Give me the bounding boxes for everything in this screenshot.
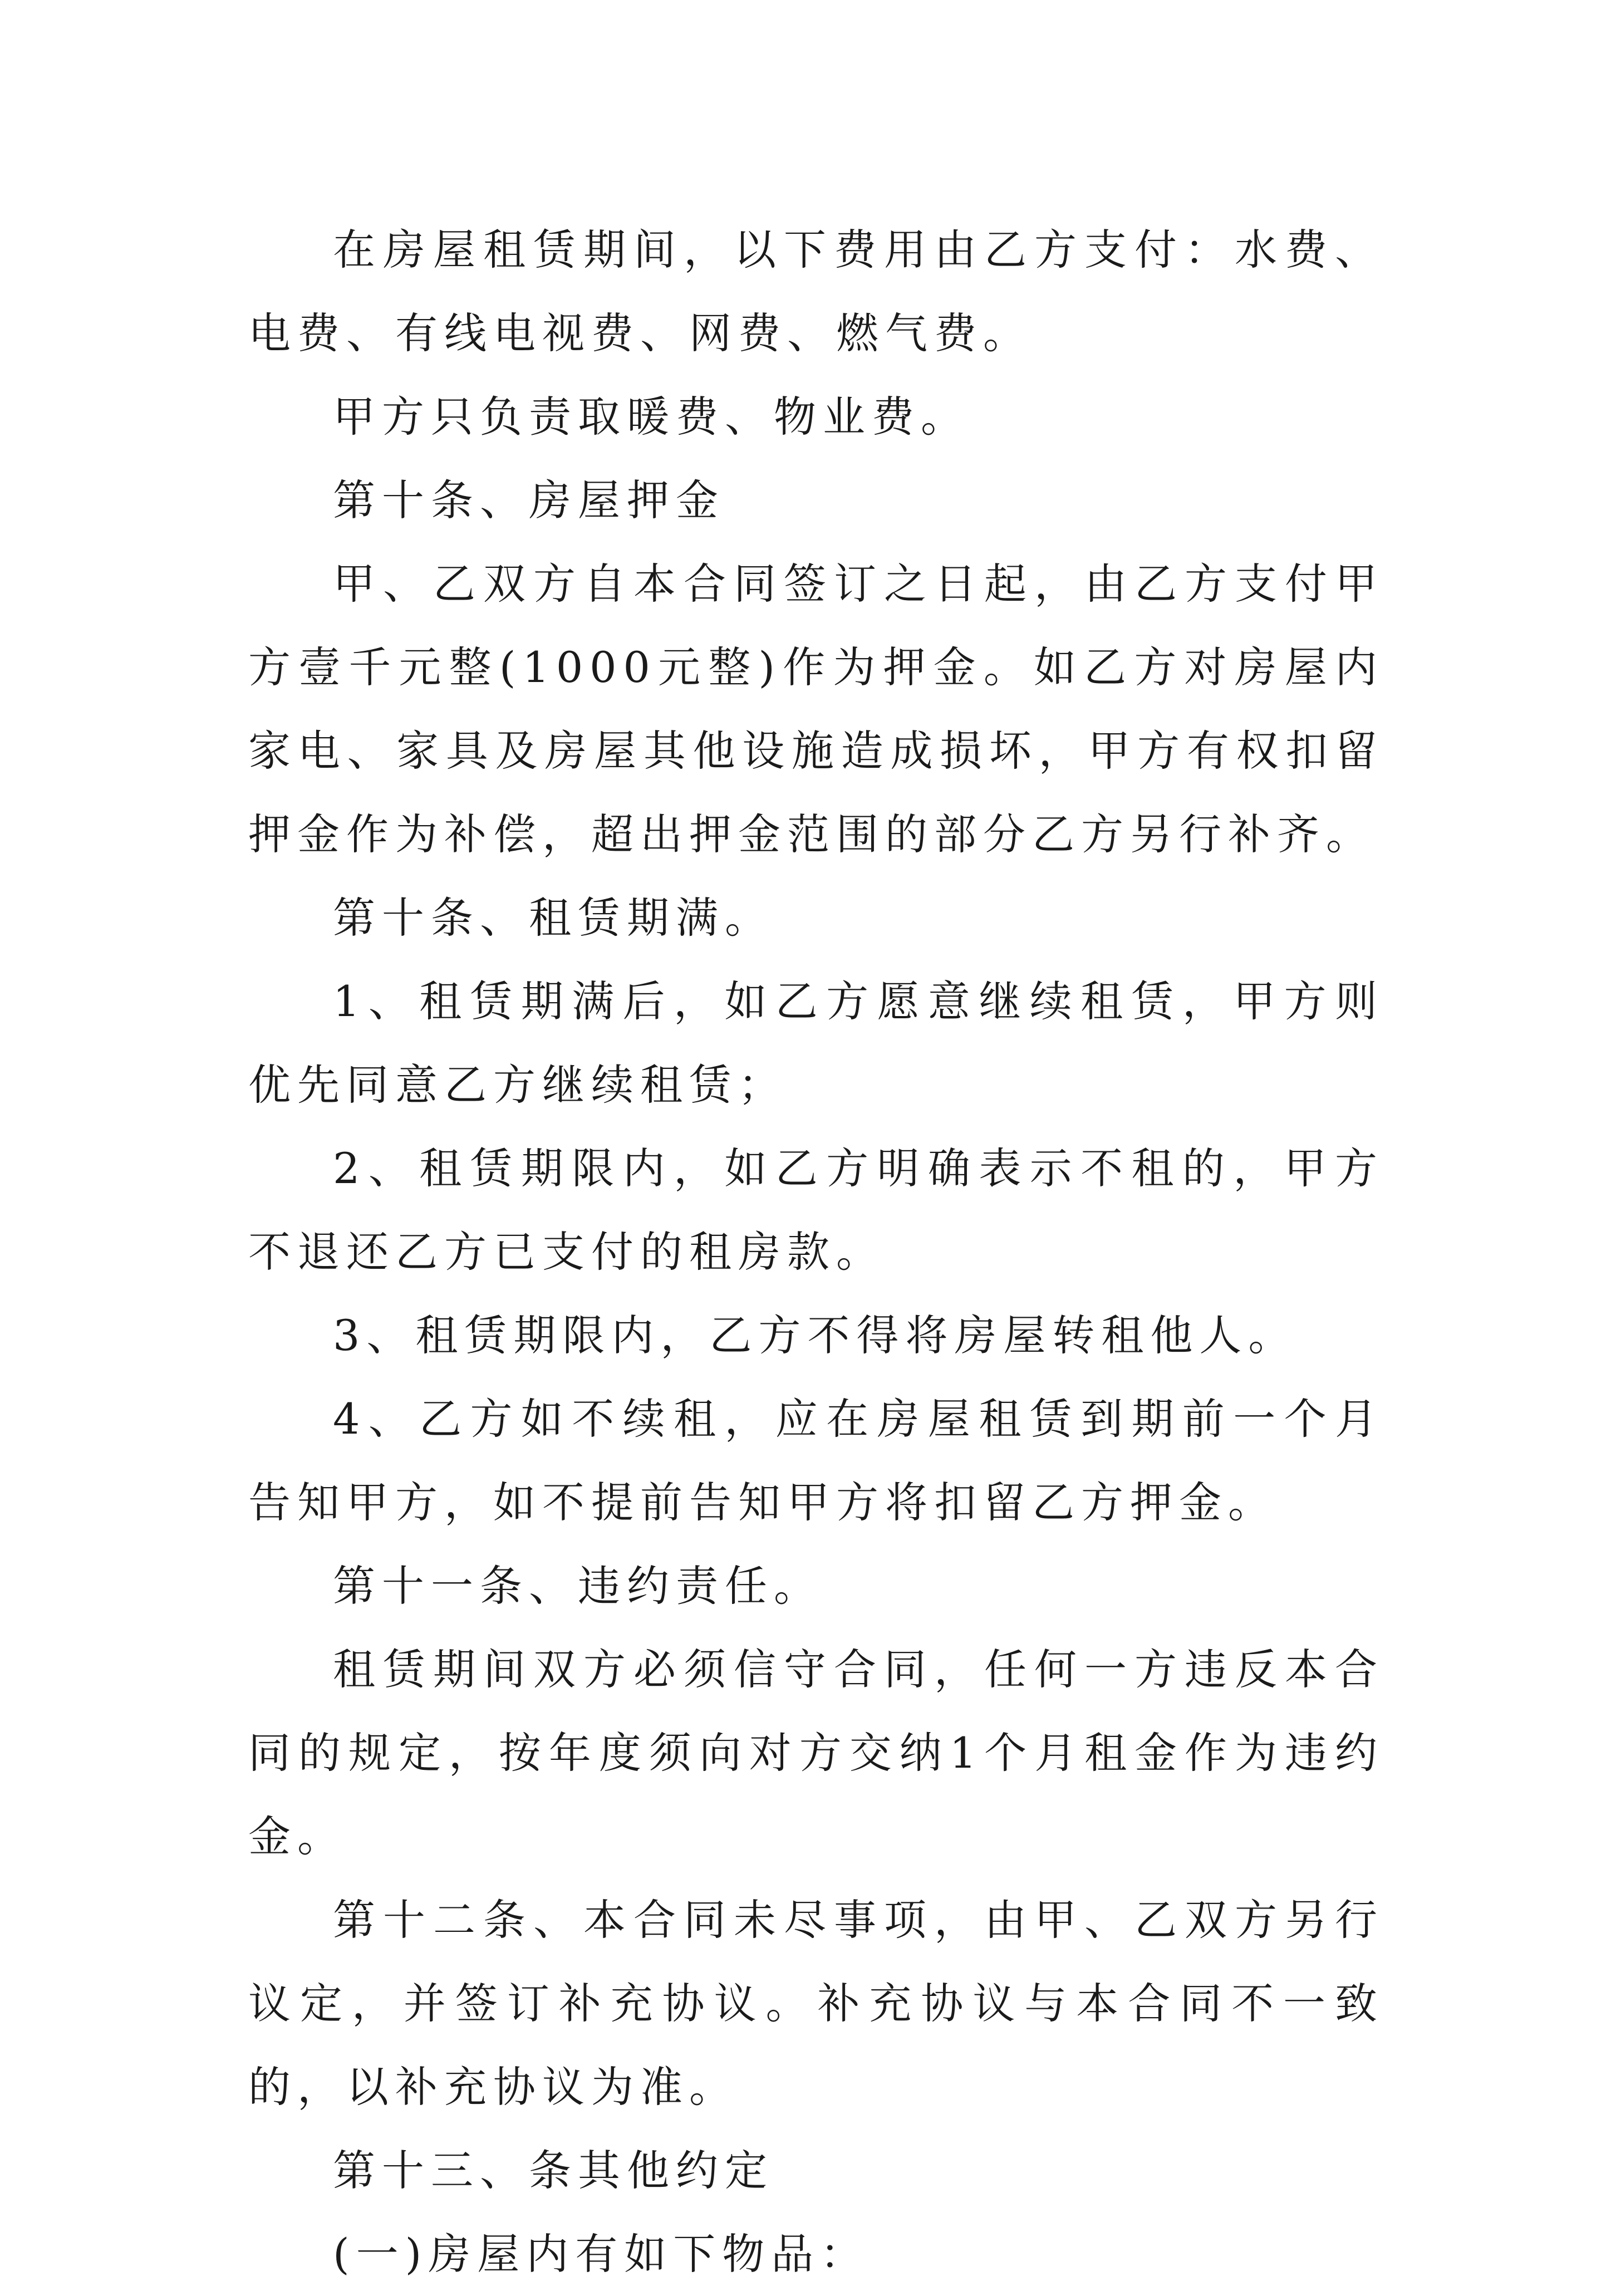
document-body [248,208,1384,2296]
list-item-renewal-notice: 4、乙方如不续租，应在房屋租赁到期前一个月告知甲方，如不提前告知甲方将扣留乙方押金。 [248,1394,1384,1527]
article-heading-deposit: 第十条、房屋押金 [333,475,725,525]
paragraph-breach-penalty: 租赁期间双方必须信守合同，任何一方违反本合同的规定，按年度须向对方交纳1个月租金作为违约金。 [248,1645,1384,1861]
list-item-lease-renewal: 1、租赁期满后，如乙方愿意继续租赁，甲方则优先同意乙方继续租赁； [248,977,1384,1110]
list-item-no-sublease: 3、租赁期限内，乙方不得将房屋转租他人。 [333,1311,1298,1360]
paragraph-fees-paid-by-landlord: 甲方只负责取暖费、物业费。 [333,392,970,441]
article-heading-other-terms: 第十三、条其他约定 [333,2146,774,2195]
paragraph-deposit-terms: 甲、乙双方自本合同签订之日起，由乙方支付甲方壹千元整(1000元整)作为押金。如乙方对房屋内家电、家具及房屋其他设施造成损坏，甲方有权扣留押金作为补偿，超出押金范围的部分乙方另行补齐。 [248,559,1384,859]
article-heading-breach: 第十一条、违约责任。 [333,1561,823,1611]
list-item-early-termination: 2、租赁期限内，如乙方明确表示不租的，甲方不退还乙方已支付的租房款。 [248,1144,1384,1277]
paragraph-fees-paid-by-tenant: 在房屋租赁期间，以下费用由乙方支付：水费、电费、有线电视费、网费、燃气费。 [248,225,1384,358]
article-heading-lease-expiry: 第十条、租赁期满。 [333,893,774,943]
paragraph-item-list-intro: (一)房屋内有如下物品： [333,2229,870,2279]
paragraph-supplementary-agreement: 第十二条、本合同未尽事项，由甲、乙双方另行议定，并签订补充协议。补充协议与本合同不一致的，以补充协议为准。 [248,1895,1384,2112]
